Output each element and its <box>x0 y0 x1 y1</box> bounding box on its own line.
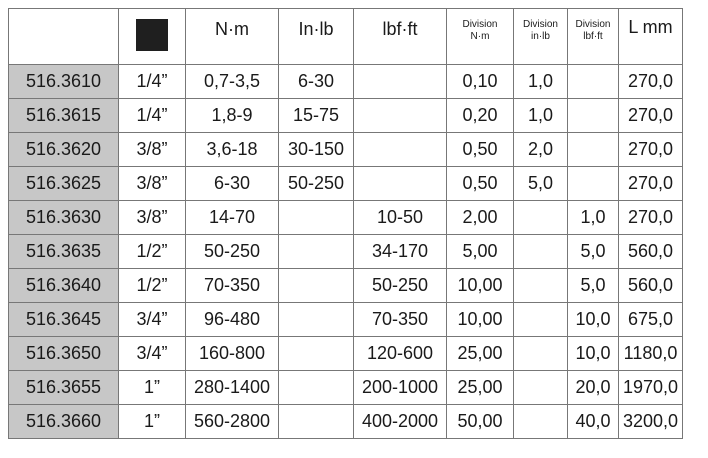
torque-wrench-spec-table <box>8 8 683 439</box>
cell-division-inlb <box>514 371 568 405</box>
cell-range-lbfft <box>354 167 447 201</box>
cell-division-lbfft: 10,0 <box>568 303 619 337</box>
cell-division-inlb <box>514 269 568 303</box>
cell-division-nm: 50,00 <box>447 405 514 439</box>
square-drive-icon <box>136 19 168 51</box>
table-row <box>9 405 683 439</box>
cell-division-lbfft <box>568 167 619 201</box>
cell-range-lbfft: 400-2000 <box>354 405 447 439</box>
cell-range-nm: 50-250 <box>186 235 279 269</box>
cell-length: 560,0 <box>619 235 683 269</box>
header-inlb: In·lb <box>279 9 354 65</box>
cell-division-inlb: 5,0 <box>514 167 568 201</box>
cell-division-nm: 10,00 <box>447 303 514 337</box>
cell-division-lbfft: 1,0 <box>568 201 619 235</box>
cell-division-inlb <box>514 201 568 235</box>
cell-range-lbfft: 50-250 <box>354 269 447 303</box>
cell-reference: 516.3610 <box>9 65 119 99</box>
table-row <box>9 133 683 167</box>
header-division-lbfft <box>568 9 619 65</box>
cell-range-lbfft <box>354 99 447 133</box>
cell-division-nm: 0,20 <box>447 99 514 133</box>
cell-division-lbfft <box>568 99 619 133</box>
cell-division-nm: 10,00 <box>447 269 514 303</box>
cell-division-nm: 25,00 <box>447 371 514 405</box>
header-reference <box>9 9 119 65</box>
header-nm: N·m <box>186 9 279 65</box>
cell-division-inlb <box>514 405 568 439</box>
cell-range-inlb <box>279 235 354 269</box>
cell-division-lbfft: 40,0 <box>568 405 619 439</box>
cell-length: 1970,0 <box>619 371 683 405</box>
cell-division-lbfft: 5,0 <box>568 235 619 269</box>
cell-range-inlb <box>279 405 354 439</box>
header-division-inlb-line1: Division <box>522 19 558 30</box>
header-division-nm <box>447 9 514 65</box>
cell-range-lbfft <box>354 65 447 99</box>
header-drive-size <box>119 9 186 65</box>
cell-length: 3200,0 <box>619 405 683 439</box>
table-row <box>9 371 683 405</box>
table-row <box>9 201 683 235</box>
cell-division-nm: 0,10 <box>447 65 514 99</box>
header-length-line1: L <box>628 17 638 37</box>
table-row <box>9 99 683 133</box>
cell-range-inlb <box>279 201 354 235</box>
cell-division-inlb <box>514 337 568 371</box>
cell-range-lbfft: 120-600 <box>354 337 447 371</box>
cell-division-inlb <box>514 235 568 269</box>
cell-drive-size: 3/8” <box>119 167 186 201</box>
cell-range-nm: 6-30 <box>186 167 279 201</box>
cell-range-nm: 280-1400 <box>186 371 279 405</box>
cell-range-lbfft: 70-350 <box>354 303 447 337</box>
cell-reference: 516.3650 <box>9 337 119 371</box>
header-division-inlb-line2: in·lb <box>531 31 550 42</box>
cell-drive-size: 3/4” <box>119 303 186 337</box>
cell-reference: 516.3615 <box>9 99 119 133</box>
cell-reference: 516.3645 <box>9 303 119 337</box>
cell-length: 1180,0 <box>619 337 683 371</box>
header-division-nm-line1: Division <box>462 19 498 30</box>
cell-length: 270,0 <box>619 167 683 201</box>
table-row <box>9 167 683 201</box>
cell-drive-size: 1” <box>119 371 186 405</box>
cell-range-inlb: 15-75 <box>279 99 354 133</box>
cell-range-nm: 96-480 <box>186 303 279 337</box>
table-row <box>9 303 683 337</box>
table-row <box>9 65 683 99</box>
cell-range-inlb: 50-250 <box>279 167 354 201</box>
cell-division-lbfft: 20,0 <box>568 371 619 405</box>
cell-drive-size: 1/2” <box>119 235 186 269</box>
table-row <box>9 269 683 303</box>
cell-range-inlb <box>279 337 354 371</box>
cell-length: 675,0 <box>619 303 683 337</box>
cell-division-nm: 5,00 <box>447 235 514 269</box>
cell-length: 270,0 <box>619 133 683 167</box>
cell-division-nm: 0,50 <box>447 133 514 167</box>
cell-division-lbfft <box>568 133 619 167</box>
cell-range-lbfft: 34-170 <box>354 235 447 269</box>
cell-division-inlb: 1,0 <box>514 99 568 133</box>
cell-reference: 516.3635 <box>9 235 119 269</box>
header-division-lbfft-line2: lbf·ft <box>583 31 603 42</box>
cell-range-inlb: 30-150 <box>279 133 354 167</box>
cell-division-lbfft <box>568 65 619 99</box>
cell-range-nm: 1,8-9 <box>186 99 279 133</box>
header-division-nm-line2: N·m <box>470 31 490 42</box>
cell-reference: 516.3655 <box>9 371 119 405</box>
header-division-inlb <box>514 9 568 65</box>
header-division-lbfft-line1: Division <box>575 19 611 30</box>
header-length <box>619 9 683 65</box>
header-row <box>9 9 683 65</box>
cell-range-nm: 0,7-3,5 <box>186 65 279 99</box>
cell-division-nm: 2,00 <box>447 201 514 235</box>
cell-range-inlb <box>279 303 354 337</box>
cell-drive-size: 1” <box>119 405 186 439</box>
cell-reference: 516.3630 <box>9 201 119 235</box>
table-row <box>9 337 683 371</box>
cell-range-nm: 14-70 <box>186 201 279 235</box>
cell-division-lbfft: 5,0 <box>568 269 619 303</box>
header-lbfft: lbf·ft <box>354 9 447 65</box>
cell-range-nm: 160-800 <box>186 337 279 371</box>
cell-length: 270,0 <box>619 65 683 99</box>
cell-drive-size: 3/4” <box>119 337 186 371</box>
cell-division-inlb: 1,0 <box>514 65 568 99</box>
cell-range-lbfft <box>354 133 447 167</box>
cell-drive-size: 3/8” <box>119 201 186 235</box>
cell-reference: 516.3620 <box>9 133 119 167</box>
cell-division-lbfft: 10,0 <box>568 337 619 371</box>
cell-division-nm: 25,00 <box>447 337 514 371</box>
cell-reference: 516.3660 <box>9 405 119 439</box>
cell-range-inlb <box>279 269 354 303</box>
header-length-line2: mm <box>642 17 673 37</box>
cell-length: 270,0 <box>619 99 683 133</box>
cell-range-inlb: 6-30 <box>279 65 354 99</box>
cell-range-inlb <box>279 371 354 405</box>
cell-reference: 516.3625 <box>9 167 119 201</box>
cell-division-inlb: 2,0 <box>514 133 568 167</box>
cell-division-nm: 0,50 <box>447 167 514 201</box>
cell-division-inlb <box>514 303 568 337</box>
cell-range-nm: 70-350 <box>186 269 279 303</box>
cell-range-lbfft: 200-1000 <box>354 371 447 405</box>
cell-drive-size: 1/4” <box>119 99 186 133</box>
cell-drive-size: 1/2” <box>119 269 186 303</box>
cell-range-lbfft: 10-50 <box>354 201 447 235</box>
table-row <box>9 235 683 269</box>
cell-drive-size: 3/8” <box>119 133 186 167</box>
cell-length: 270,0 <box>619 201 683 235</box>
cell-range-nm: 560-2800 <box>186 405 279 439</box>
cell-drive-size: 1/4” <box>119 65 186 99</box>
cell-length: 560,0 <box>619 269 683 303</box>
cell-reference: 516.3640 <box>9 269 119 303</box>
cell-range-nm: 3,6-18 <box>186 133 279 167</box>
